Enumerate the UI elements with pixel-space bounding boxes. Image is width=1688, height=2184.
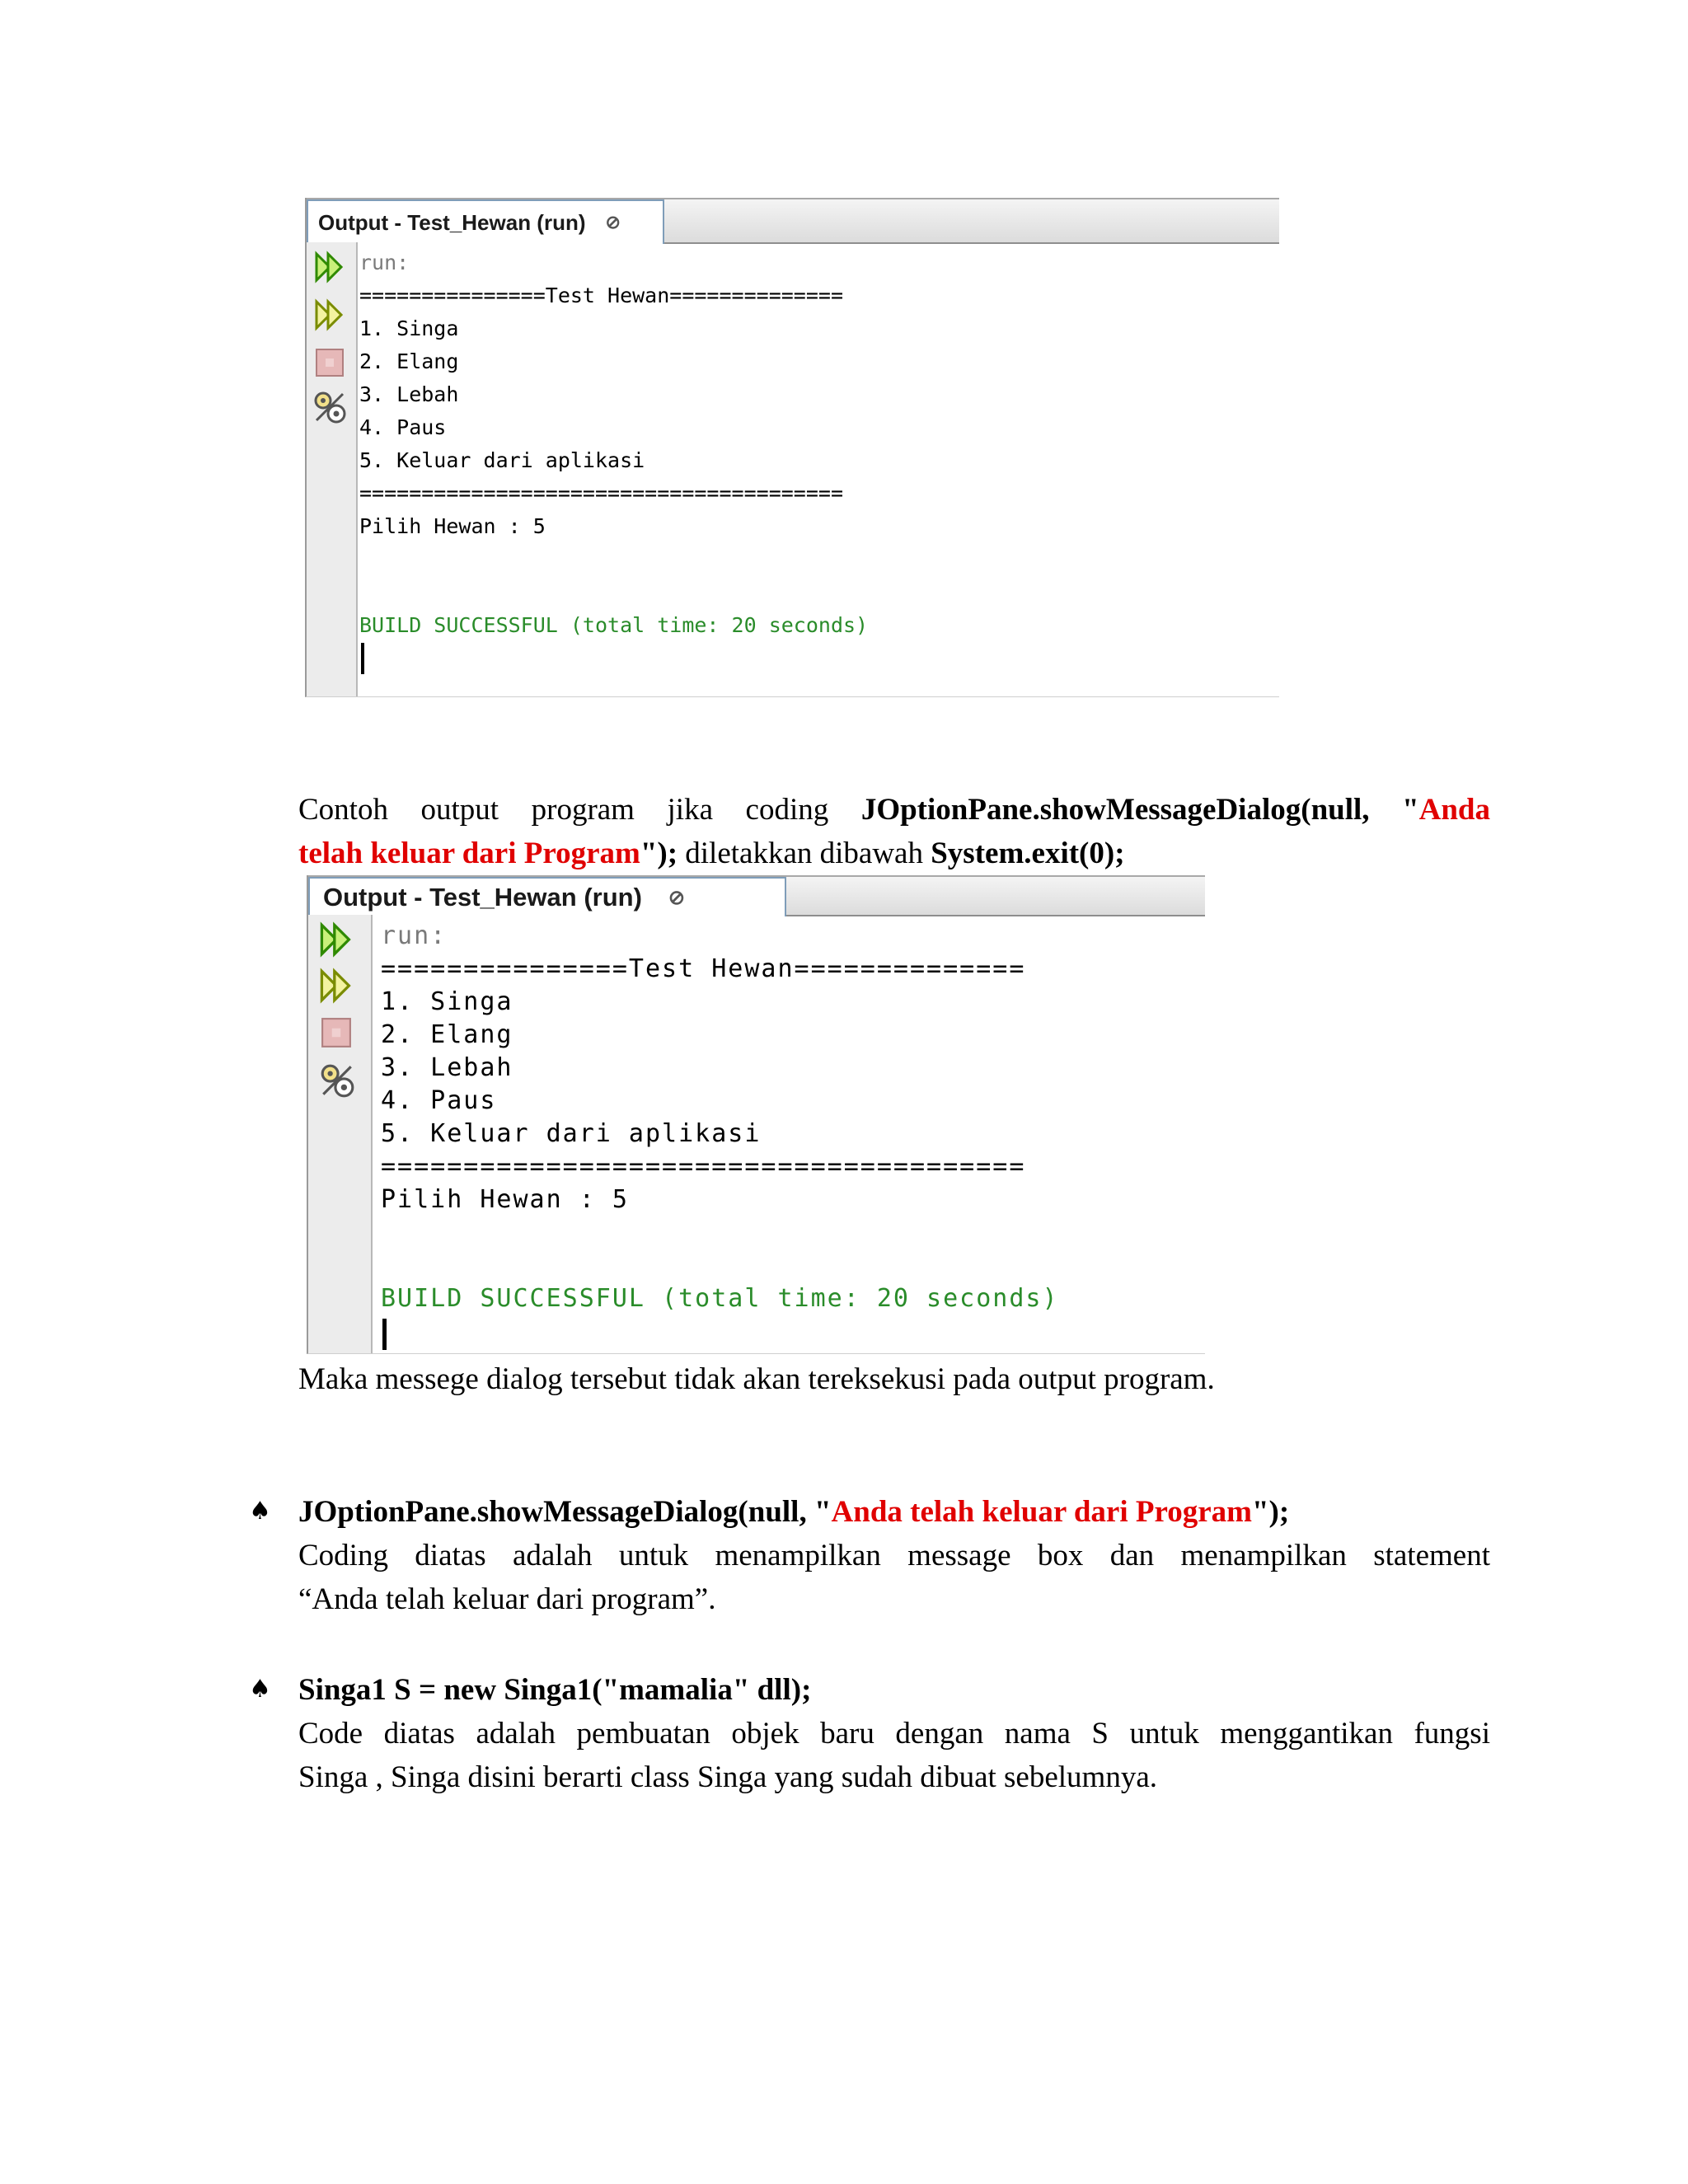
output-gutter-1 xyxy=(307,242,358,696)
intro-code-red: Anda xyxy=(1418,793,1491,827)
rerun-icon[interactable] xyxy=(316,968,356,1004)
console-line: run: xyxy=(381,921,448,950)
console-line: 5. Keluar dari aplikasi xyxy=(359,448,645,472)
settings-icon[interactable] xyxy=(315,1062,359,1099)
console-line: 3. Lebah xyxy=(381,1053,513,1082)
console-line: 3. Lebah xyxy=(359,382,459,406)
console-line: 1. Singa xyxy=(359,316,459,340)
output-gutter-2 xyxy=(308,915,373,1353)
console-line: 2. Elang xyxy=(359,349,459,373)
output-tabbar-1 xyxy=(307,198,1279,244)
intro-line-1 xyxy=(298,788,1490,832)
console-line: Pilih Hewan : 5 xyxy=(359,514,546,538)
console-output-2 xyxy=(381,915,1205,1353)
console-line: ======================================= xyxy=(381,1152,1026,1181)
intro-line-2 xyxy=(298,832,1490,875)
spade-bullet-icon: ♠ xyxy=(249,1497,271,1526)
spade-bullet-icon: ♠ xyxy=(249,1675,271,1704)
intro-code-exit: System.exit(0); xyxy=(931,837,1125,870)
console-line: ===============Test Hewan============== xyxy=(381,954,1026,983)
console-line: Pilih Hewan : 5 xyxy=(381,1185,629,1214)
console-line: 1. Singa xyxy=(381,987,513,1016)
console-build-status: BUILD SUCCESSFUL (total time: 20 seconds) xyxy=(359,613,869,637)
bullet2-code-line: Singa1 S = new Singa1("mamalia" dll); xyxy=(298,1673,812,1707)
settings-icon[interactable] xyxy=(312,389,348,425)
rerun-icon[interactable] xyxy=(313,298,346,331)
output-tabbar-2 xyxy=(308,875,1205,916)
console-line: 5. Keluar dari aplikasi xyxy=(381,1119,762,1148)
bullet1-desc-line-1: Coding diatas adalah untuk menampilkan message box dan menampilkan statement xyxy=(298,1539,1490,1572)
output-panel-1 xyxy=(305,198,1279,697)
run-again-icon[interactable] xyxy=(316,921,356,958)
console-line: run: xyxy=(359,251,410,274)
intro-code-end: "); xyxy=(640,837,678,870)
intro-text: Contoh output program jika coding xyxy=(298,793,829,827)
console-line: 4. Paus xyxy=(359,415,447,439)
stop-icon[interactable] xyxy=(318,1017,354,1048)
console-line: ===============Test Hewan============== xyxy=(359,284,843,307)
console-line: 4. Paus xyxy=(381,1086,497,1115)
output-tab-2[interactable] xyxy=(308,877,786,916)
bullet1-code-end: "); xyxy=(1251,1495,1290,1529)
text-cursor[interactable] xyxy=(361,643,364,674)
bullet1-desc-line-2: “Anda telah keluar dari program”. xyxy=(298,1582,716,1616)
intro-code-red-2: telah keluar dari Program xyxy=(298,837,640,870)
intro-text-2: diletakkan dibawah xyxy=(685,837,923,870)
console-output-1 xyxy=(359,242,1279,696)
console-build-status: BUILD SUCCESSFUL (total time: 20 seconds) xyxy=(381,1284,1059,1313)
close-icon[interactable]: ⊘ xyxy=(668,886,686,909)
output-tab-1[interactable] xyxy=(307,199,664,244)
bullet2-desc-line-2: Singa , Singa disini berarti class Singa yang sudah dibuat sebelumnya. xyxy=(298,1760,1157,1794)
after-screenshot-text: Maka messege dialog tersebut tidak akan tereksekusi pada output program. xyxy=(298,1362,1215,1396)
run-again-icon[interactable] xyxy=(313,251,346,284)
close-icon[interactable]: ⊘ xyxy=(605,212,621,232)
stop-icon[interactable] xyxy=(315,348,345,377)
console-line: ======================================= xyxy=(359,481,843,505)
output-panel-2 xyxy=(307,875,1205,1354)
output-tab-title: Output - Test_Hewan (run) xyxy=(323,883,642,912)
console-line: 2. Elang xyxy=(381,1020,513,1049)
intro-code: JOptionPane.showMessageDialog(null, " xyxy=(860,793,1419,827)
bullet1-code: JOptionPane.showMessageDialog(null, " xyxy=(298,1495,832,1529)
bullet1-code-red: Anda telah keluar dari Program xyxy=(831,1495,1252,1529)
text-cursor[interactable] xyxy=(382,1319,387,1350)
bullet2-desc-line-1: Code diatas adalah pembuatan objek baru dengan nama S untuk menggantikan fungsi xyxy=(298,1717,1490,1750)
output-tab-title: Output - Test_Hewan (run) xyxy=(318,209,586,235)
bullet1-code-line xyxy=(298,1490,1490,1534)
